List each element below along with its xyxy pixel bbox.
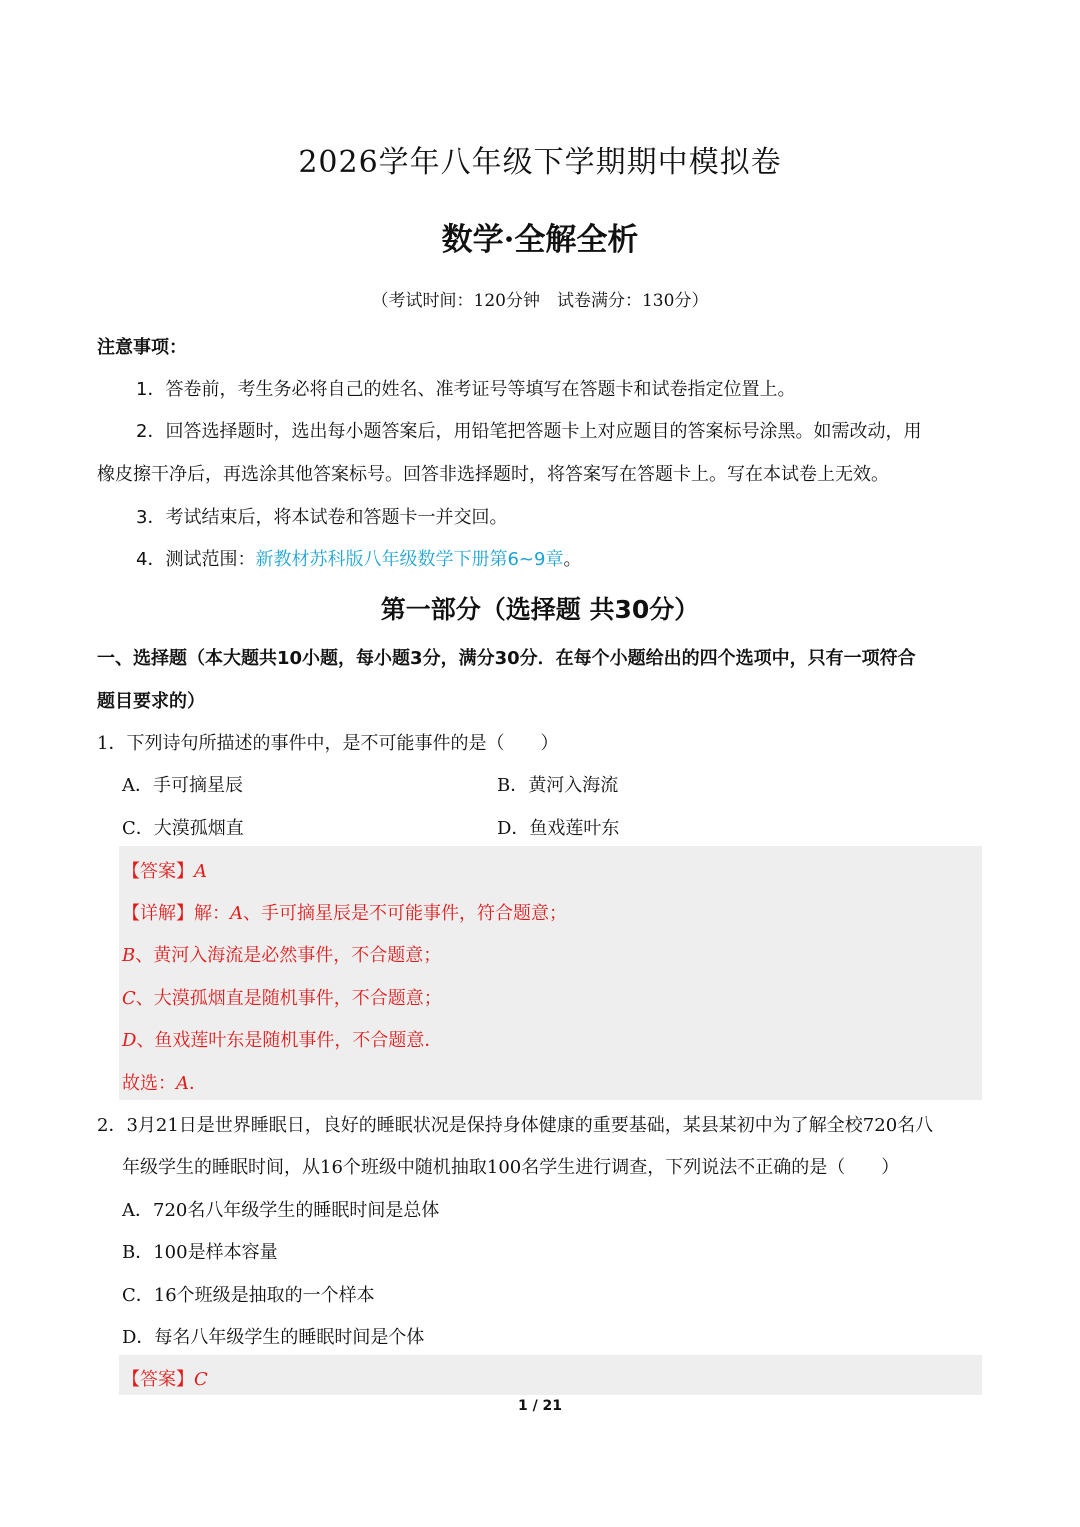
section-instructions-line1: 一、选择题（本大题共10小题，每小题3分，满分30分．在每个小题给出的四个选项中，只有一项符合 [97, 648, 916, 669]
detail-letter-d: D [122, 1030, 137, 1051]
detail-text-a: 、手可摘星辰是不可能事件，符合题意； [243, 903, 567, 924]
test-scope-link[interactable]: 新教材苏科版八年级数学下册第6~9章 [255, 549, 564, 570]
answer-value: A [194, 861, 207, 882]
part-title: 第一部分（选择题 共30分） [380, 595, 700, 624]
question-1-choose [122, 1069, 207, 1095]
question-1-stem: 1．下列诗句所描述的事件中，是不可能事件的是（ ） [97, 733, 559, 754]
detail-text-d: 、鱼戏莲叶东是随机事件，不合题意． [136, 1030, 443, 1051]
question-2-option-a: A．720名八年级学生的睡眠时间是总体 [122, 1200, 440, 1221]
question-2-solution-box [119, 1355, 982, 1395]
answer-label: 【答案】 [122, 1369, 194, 1390]
question-2-answer [122, 1365, 208, 1391]
notice-item-1: 1．答卷前，考生务必将自己的姓名、准考证号等填写在答题卡和试卷指定位置上。 [136, 379, 796, 400]
section-instructions-line2: 题目要求的） [97, 691, 205, 712]
detail-letter-b: B [122, 945, 136, 966]
answer-label: 【答案】 [122, 861, 194, 882]
question-1-solution-box [119, 846, 982, 1100]
choose-end: ． [189, 1073, 207, 1094]
question-2-option-b: B．100是样本容量 [122, 1242, 278, 1263]
question-1-detail [122, 899, 567, 925]
choose-letter: A [176, 1073, 189, 1094]
notice-item-3: 3．考试结束后，将本试卷和答题卡一并交回。 [136, 507, 508, 528]
answer-value: C [194, 1369, 208, 1390]
notice-item-2: 2．回答选择题时，选出每小题答案后，用铅笔把答题卡上对应题目的答案标号涂黑。如需改动，用 [136, 421, 922, 442]
detail-text-b: 、黄河入海流是必然事件，不合题意； [135, 945, 442, 966]
notice-item-4-prefix: 4．测试范围： [136, 549, 256, 570]
notice-item-2-cont: 橡皮擦干净后，再选涂其他答案标号。回答非选择题时，将答案写在答题卡上。写在本试卷上无效。 [97, 464, 889, 485]
notice-item-4-suffix: 。 [563, 549, 582, 570]
question-1-detail-d [122, 1026, 442, 1052]
question-1-detail-b [122, 941, 441, 967]
detail-letter-c: C [122, 988, 136, 1009]
detail-letter-a: A [230, 903, 243, 924]
exam-info: （考试时间：120分钟 试卷满分：130分） [371, 291, 709, 311]
detail-label: 【详解】 [122, 903, 194, 924]
page-number: 1 / 21 [517, 1398, 563, 1414]
question-1-detail-c [122, 984, 442, 1010]
question-2-stem-line2: 年级学生的睡眠时间，从16个班级中随机抽取100名学生进行调查，下列说法不正确的是（ ） [122, 1157, 900, 1178]
question-1-option-d: D．鱼戏莲叶东 [497, 818, 620, 839]
doc-title: 2026学年八年级下学期期中模拟卷 [298, 145, 782, 180]
detail-prefix: 解： [194, 903, 230, 924]
question-2-option-c: C．16个班级是抽取的一个样本 [122, 1285, 375, 1306]
question-2-stem-line1: 2．3月21日是世界睡眠日，良好的睡眠状况是保持身体健康的重要基础，某县某初中为了解全校720名八 [97, 1115, 934, 1136]
notice-heading: 注意事项： [97, 337, 187, 358]
question-1-answer [122, 857, 207, 883]
notice-item-4 [136, 545, 581, 571]
choose-text: 故选： [122, 1073, 176, 1094]
question-1-option-c: C．大漠孤烟直 [122, 818, 244, 839]
detail-text-c: 、大漠孤烟直是随机事件，不合题意； [135, 988, 442, 1009]
question-1-option-b: B．黄河入海流 [497, 775, 619, 796]
question-2-option-d: D．每名八年级学生的睡眠时间是个体 [122, 1327, 425, 1348]
question-1-option-a: A．手可摘星辰 [122, 775, 243, 796]
doc-subtitle: 数学·全解全析 [441, 222, 639, 258]
